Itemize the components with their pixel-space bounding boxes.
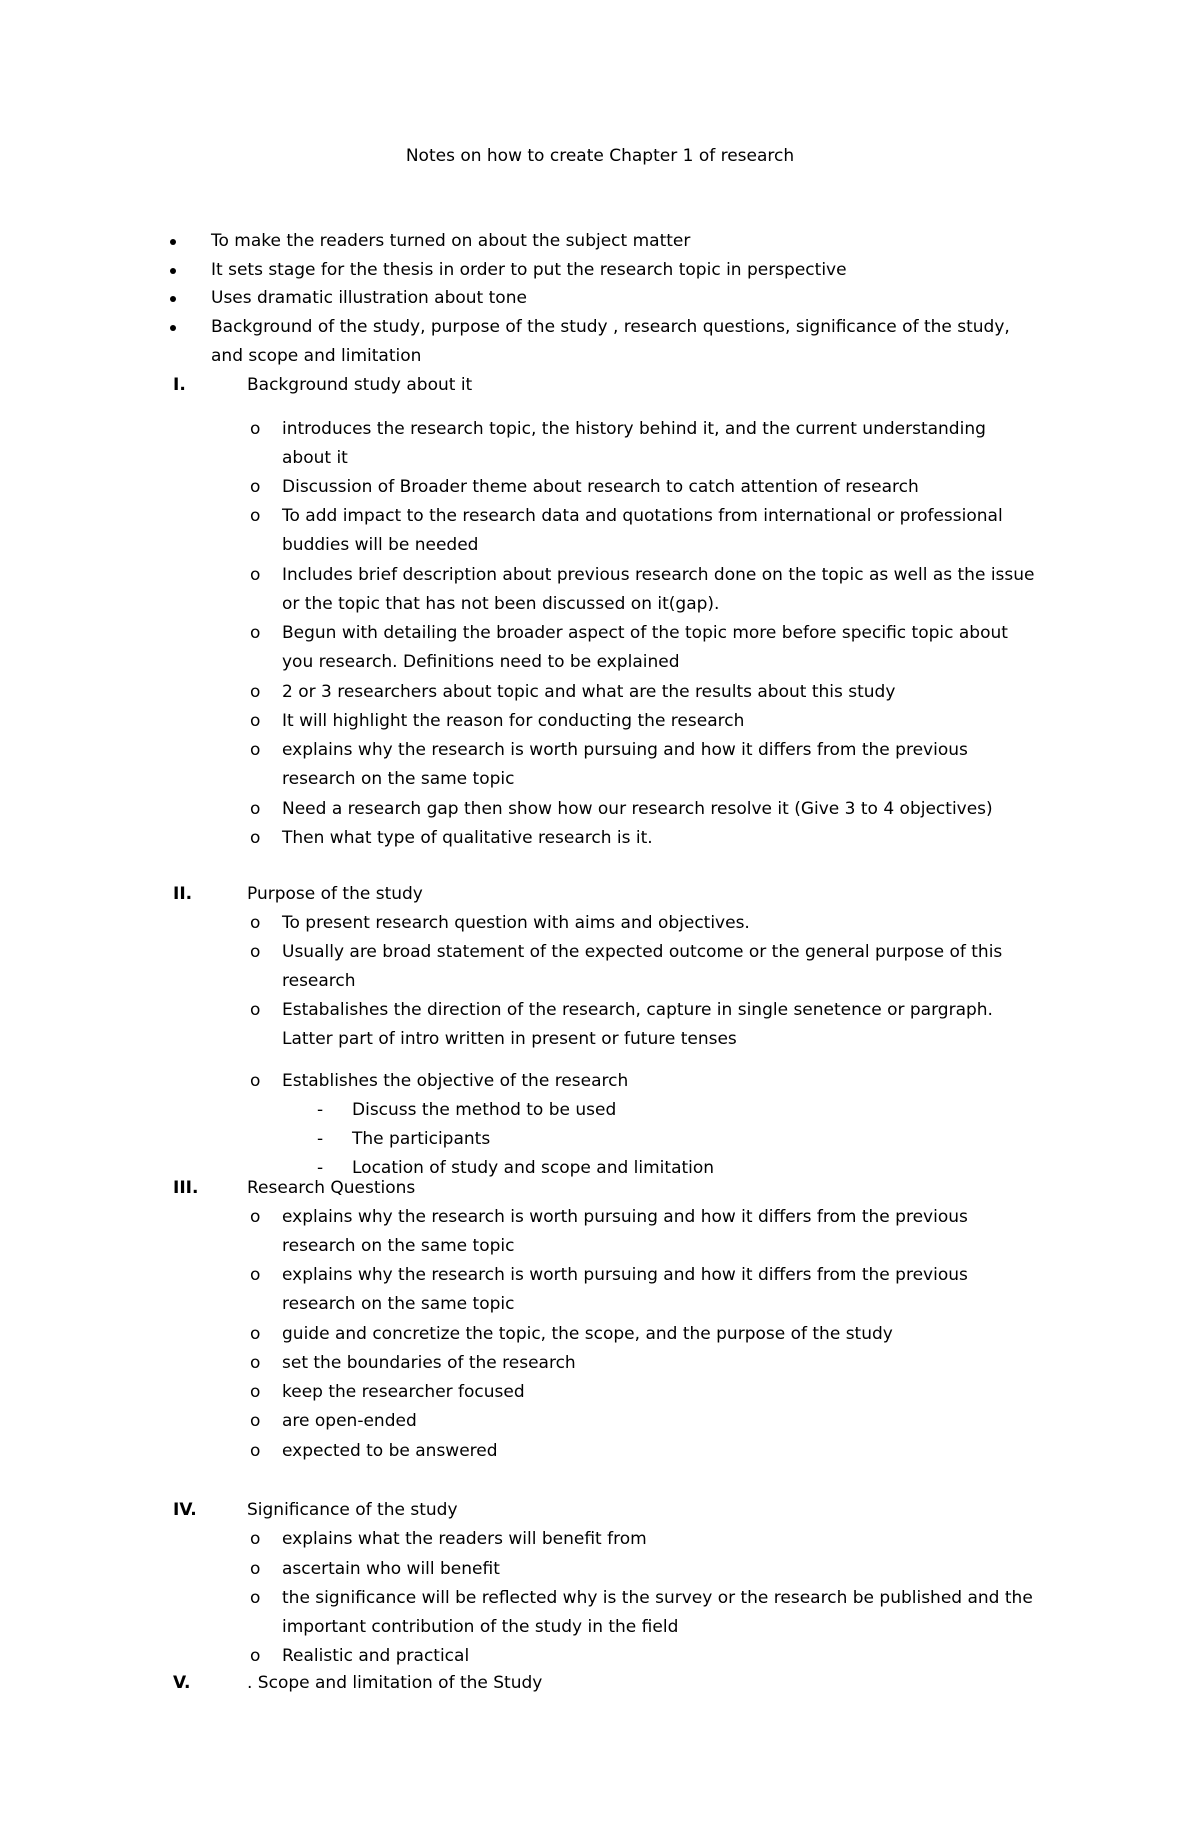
sub-bullet-marker: o [250,1207,261,1227]
section-heading: Purpose of the study [247,884,423,904]
sub-bullet-marker: o [250,942,261,962]
sub-bullet-item: To present research question with aims and objectives. [282,913,750,933]
sub-bullet-item: To add impact to the research data and quotations from international or professional buddies will be needed [282,506,1003,555]
sub-bullet-item: 2 or 3 researchers about topic and what are the results about this study [282,682,896,702]
sub-bullet-marker: o [250,1411,261,1431]
sub-bullet-item: Begun with detailing the broader aspect of the topic more before specific topic about you research. Definitions need to be explained [282,623,1008,672]
sub-bullet-item: ascertain who will benefit [282,1559,500,1579]
sub-bullet-item: Need a research gap then show how our research resolve it (Give 3 to 4 objectives) [282,799,993,819]
sub-bullet-marker: o [250,623,261,643]
sub-bullet-item: Establishes the objective of the research [282,1071,629,1091]
sub-bullet-item: Estabalishes the direction of the research, capture in single senetence or pargraph. Latter part of intro written in present or future tenses [282,1000,993,1049]
bullet-dot [170,296,176,302]
dash-item: Discuss the method to be used [352,1100,617,1120]
section-numeral: III. [173,1178,199,1198]
bullet-item: It sets stage for the thesis in order to put the research topic in perspective [211,260,847,280]
sub-bullet-marker: o [250,1441,261,1461]
sub-bullet-item: Usually are broad statement of the expected outcome or the general purpose of this research [282,942,1003,991]
sub-bullet-item: the significance will be reflected why is the survey or the research be published and the important contribution of the study in the field [282,1588,1033,1637]
sub-bullet-marker: o [250,682,261,702]
section-heading: . Scope and limitation of the Study [247,1673,543,1693]
sub-bullet-marker: o [250,1000,261,1020]
sub-bullet-item: guide and concretize the topic, the scope, and the purpose of the study [282,1324,893,1344]
sub-bullet-marker: o [250,506,261,526]
bullet-dot [170,325,176,331]
sub-bullet-item: explains why the research is worth pursuing and how it differs from the previous research on the same topic [282,1207,968,1256]
section-numeral: IV. [173,1500,197,1520]
bullet-dot [170,239,176,245]
sub-bullet-item: keep the researcher focused [282,1382,525,1402]
sub-bullet-item: explains why the research is worth pursuing and how it differs from the previous research on the same topic [282,740,968,789]
dash-marker: - [317,1100,324,1120]
sub-bullet-marker: o [250,828,261,848]
document-title: Notes on how to create Chapter 1 of research [405,146,795,166]
sub-bullet-marker: o [250,1646,261,1666]
section-numeral: I. [173,375,186,395]
dash-marker: - [317,1129,324,1149]
sub-bullet-item: set the boundaries of the research [282,1353,576,1373]
sub-bullet-item: introduces the research topic, the history behind it, and the current understanding about it [282,419,986,468]
sub-bullet-item: Realistic and practical [282,1646,470,1666]
section-heading: Background study about it [247,375,473,395]
bullet-item: To make the readers turned on about the subject matter [211,231,691,251]
sub-bullet-marker: o [250,1529,261,1549]
section-heading: Significance of the study [247,1500,458,1520]
sub-bullet-item: are open-ended [282,1411,417,1431]
sub-bullet-marker: o [250,1353,261,1373]
sub-bullet-marker: o [250,1382,261,1402]
sub-bullet-marker: o [250,565,261,585]
bullet-item: Background of the study, purpose of the study , research questions, significance of the study, and scope and limitation [211,317,1010,366]
section-numeral: V. [173,1673,191,1693]
sub-bullet-marker: o [250,1071,261,1091]
sub-bullet-marker: o [250,1324,261,1344]
sub-bullet-item: Then what type of qualitative research is it. [282,828,653,848]
sub-bullet-marker: o [250,913,261,933]
dash-item: Location of study and scope and limitation [352,1158,715,1178]
sub-bullet-marker: o [250,1559,261,1579]
sub-bullet-item: explains why the research is worth pursuing and how it differs from the previous research on the same topic [282,1265,968,1314]
sub-bullet-marker: o [250,1265,261,1285]
sub-bullet-item: expected to be answered [282,1441,498,1461]
sub-bullet-item: It will highlight the reason for conducting the research [282,711,745,731]
section-numeral: II. [173,884,193,904]
sub-bullet-marker: o [250,711,261,731]
bullet-dot [170,268,176,274]
sub-bullet-marker: o [250,740,261,760]
sub-bullet-item: Includes brief description about previous research done on the topic as well as the issue or the topic that has not been discussed on it(gap). [282,565,1035,614]
sub-bullet-marker: o [250,799,261,819]
section-heading: Research Questions [247,1178,416,1198]
sub-bullet-item: explains what the readers will benefit from [282,1529,647,1549]
sub-bullet-marker: o [250,419,261,439]
sub-bullet-marker: o [250,477,261,497]
dash-item: The participants [352,1129,491,1149]
sub-bullet-marker: o [250,1588,261,1608]
bullet-item: Uses dramatic illustration about tone [211,288,527,308]
dash-marker: - [317,1158,324,1178]
sub-bullet-item: Discussion of Broader theme about research to catch attention of research [282,477,919,497]
